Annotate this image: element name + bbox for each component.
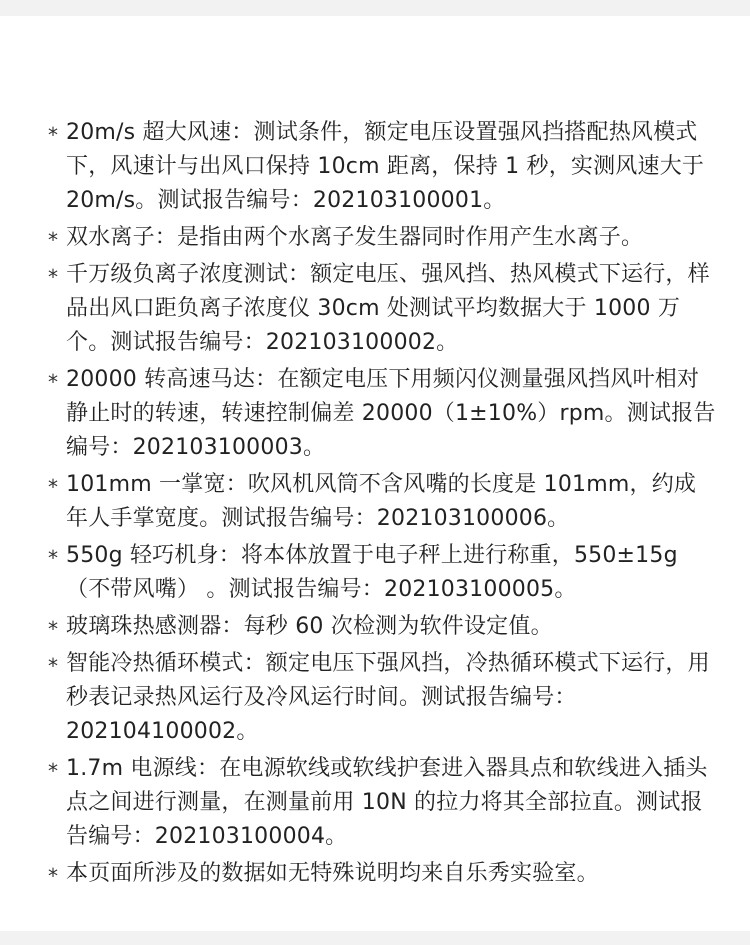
footnote-text: 1.7m 电源线：在电源软线或软线护套进入器具点和软线进入插头点之间进行测量，在测量前用 10N 的拉力将其全部拉直。测试报告编号：202103100004。 xyxy=(66,756,708,849)
footnote-item xyxy=(0,363,750,465)
footnote-text: 本页面所涉及的数据如无特殊说明均来自乐秀实验室。 xyxy=(66,861,599,886)
bullet-asterisk: * xyxy=(48,475,59,499)
top-divider-band xyxy=(0,0,750,16)
footnote-text: 20m/s 超大风速：测试条件，额定电压设置强风挡搭配热风模式下，风速计与出风口保持 10cm 距离，保持 1 秒，实测风速大于 20m/s。测试报告编号：202103100001。 xyxy=(66,120,705,213)
bullet-asterisk: * xyxy=(48,864,59,888)
footnote-item xyxy=(0,857,750,891)
bullet-asterisk: * xyxy=(48,265,59,289)
footnote-list xyxy=(0,116,750,891)
footnote-item xyxy=(0,539,750,607)
footnote-item xyxy=(0,610,750,644)
footnote-text: 千万级负离子浓度测试：额定电压、强风挡、热风模式下运行，样品出风口距负离子浓度仪 30cm 处测试平均数据大于 1000 万个。测试报告编号：202103100002。 xyxy=(66,262,710,355)
footnote-text: 智能冷热循环模式：额定电压下强风挡，冷热循环模式下运行，用秒表记录热风运行及冷风运行时间。测试报告编号：202104100002。 xyxy=(66,651,710,744)
footnote-text: 20000 转高速马达：在额定电压下用频闪仪测量强风挡风叶相对静止时的转速，转速控制偏差 20000（1±10%）rpm。测试报告编号：202103100003。 xyxy=(66,367,716,460)
footnote-text: 550g 轻巧机身：将本体放置于电子秤上进行称重，550±15g（不带风嘴） 。测试报告编号：202103100005。 xyxy=(66,543,678,602)
bullet-asterisk: * xyxy=(48,370,59,394)
footnote-text: 双水离子：是指由两个水离子发生器同时作用产生水离子。 xyxy=(66,225,644,250)
footnote-item xyxy=(0,752,750,854)
footnote-item xyxy=(0,468,750,536)
bullet-asterisk: * xyxy=(48,654,59,678)
bullet-asterisk: * xyxy=(48,546,59,570)
footnote-item xyxy=(0,116,750,218)
bullet-asterisk: * xyxy=(48,617,59,641)
footnote-item xyxy=(0,647,750,749)
footnote-item xyxy=(0,258,750,360)
footnote-item xyxy=(0,221,750,255)
bullet-asterisk: * xyxy=(48,123,59,147)
footnote-text: 玻璃珠热感测器：每秒 60 次检测为软件设定值。 xyxy=(66,614,553,639)
bullet-asterisk: * xyxy=(48,759,59,783)
bottom-divider-band xyxy=(0,931,750,945)
bullet-asterisk: * xyxy=(48,228,59,252)
footnote-text: 101mm 一掌宽：吹风机风筒不含风嘴的长度是 101mm，约成年人手掌宽度。测试报告编号：202103100006。 xyxy=(66,472,697,531)
